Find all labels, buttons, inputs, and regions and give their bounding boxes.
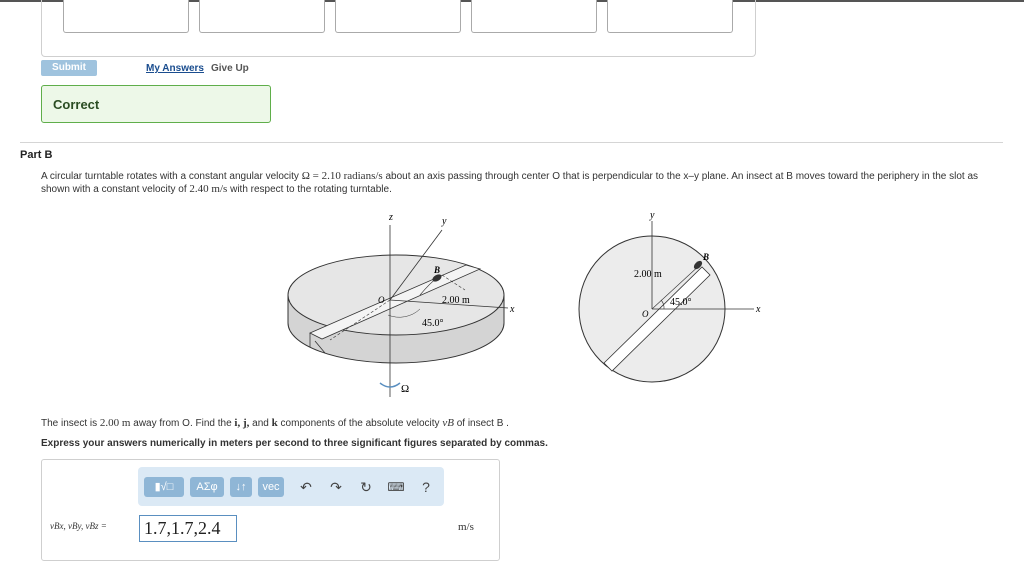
templates-button[interactable]: ▮√□: [144, 477, 184, 497]
section-divider: [20, 142, 1003, 143]
angle-label: 45.0°: [422, 318, 444, 329]
question-k: k: [271, 417, 278, 429]
vec-button[interactable]: vec: [258, 477, 284, 497]
answer-field-4[interactable]: [471, 0, 597, 33]
my-answers-link[interactable]: My Answers: [146, 63, 204, 74]
problem-statement: [41, 170, 1001, 196]
problem-text-mid: about an axis passing through center O that is perpendicular to the x–y plane. An insect at B moves toward the periphery in the slot as shown with a constant velocity of: [41, 171, 979, 195]
question-pre: The insect is: [41, 418, 100, 429]
correct-feedback: [41, 85, 271, 123]
omega-label: Ω: [401, 383, 410, 395]
omega-value: Ω = 2.10 radians/s: [301, 170, 383, 182]
greek-symbols-button[interactable]: ΑΣφ: [190, 477, 224, 497]
top-point-b-label: B: [703, 252, 710, 262]
y-axis-label: y: [442, 216, 447, 227]
subscript-button[interactable]: ↓↑: [230, 477, 252, 497]
answer-unit: m/s: [458, 521, 474, 533]
distance-label: 2.00 m: [442, 295, 470, 306]
answer-field-5[interactable]: [607, 0, 733, 33]
question-post2: of insect B .: [453, 418, 509, 429]
give-up-link[interactable]: Give Up: [211, 63, 249, 74]
question-ij: i, j,: [234, 417, 250, 429]
answer-container: [41, 459, 500, 561]
part-title: Part B: [20, 149, 53, 161]
question-vb: vB: [442, 417, 454, 429]
question-mid: away from O. Find the: [130, 418, 235, 429]
keyboard-icon[interactable]: ⌨: [387, 480, 405, 494]
answer-field-1[interactable]: [63, 0, 189, 33]
math-toolbar: [138, 467, 444, 506]
z-axis-label: z: [389, 212, 393, 223]
top-x-axis-label: x: [756, 304, 761, 315]
point-o-label: O: [378, 295, 385, 305]
question-distance: 2.00 m: [99, 417, 131, 429]
top-y-axis-label: y: [650, 210, 655, 221]
top-distance-label: 2.00 m: [634, 269, 662, 280]
reset-icon[interactable]: ↻: [360, 479, 372, 495]
answer-input[interactable]: 1.7,1.7,2.4: [139, 515, 237, 542]
submit-button[interactable]: Submit: [41, 60, 97, 76]
answer-field-3[interactable]: [335, 0, 461, 33]
correct-text: Correct: [53, 97, 100, 112]
turntable-figure: [270, 205, 790, 405]
question-and: and: [249, 418, 272, 429]
answer-field-2[interactable]: [199, 0, 325, 33]
perspective-view: [288, 212, 515, 397]
velocity-value: 2.40 m/s: [189, 183, 228, 195]
help-button[interactable]: ?: [422, 479, 430, 495]
answer-label: vBx, vBy, vBz =: [50, 521, 107, 531]
top-view: [579, 210, 761, 382]
point-b-label: B: [434, 265, 441, 275]
undo-icon[interactable]: ↶: [300, 479, 312, 495]
question-text: [41, 417, 509, 429]
question-post1: components of the absolute velocity: [277, 418, 443, 429]
previous-answer-container: [41, 0, 756, 57]
x-axis-label: x: [510, 304, 515, 315]
problem-text-post: with respect to the rotating turntable.: [227, 184, 392, 195]
redo-icon[interactable]: ↷: [330, 479, 342, 495]
top-point-o-label: O: [642, 309, 649, 319]
instruction-text: Express your answers numerically in meters per second to three significant figures separated by commas.: [41, 438, 548, 449]
top-angle-label: 45.0°: [670, 297, 692, 308]
problem-text-pre: A circular turntable rotates with a constant angular velocity: [41, 171, 302, 182]
